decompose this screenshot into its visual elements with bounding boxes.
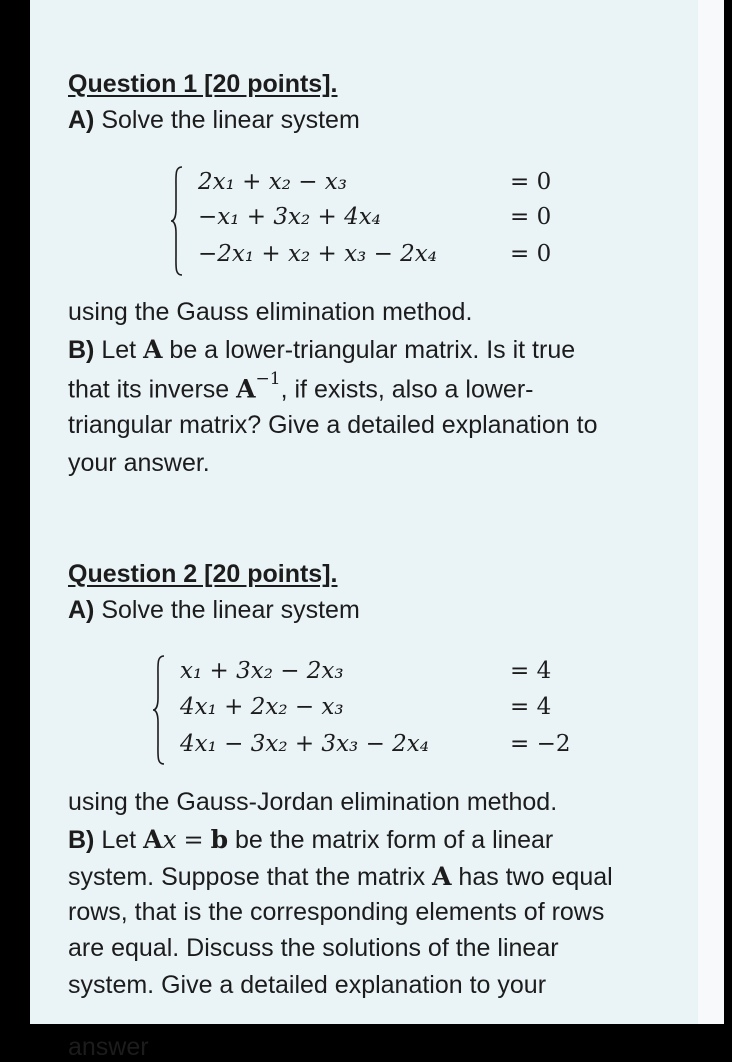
q2-eq2-rhs: = 4: [510, 694, 552, 720]
q2-part-a: [68, 596, 360, 625]
q2-part-b-text: be the matrix form of a linear: [235, 826, 554, 854]
q1-part-a: [68, 106, 360, 135]
page-edge: [698, 0, 724, 1024]
q1-method: using the Gauss elimination method.: [68, 298, 473, 326]
q2-part-b-line1: [68, 825, 553, 855]
q1-part-b-text: that its inverse: [68, 375, 230, 404]
q1-part-a-text: Solve the linear system: [101, 106, 360, 134]
q2-part-b-line3: rows, that is the corresponding elements of rows: [68, 898, 605, 926]
q1-part-b-text: , if exists, also a lower-: [280, 375, 534, 404]
q2-part-b-text: Let: [101, 826, 137, 854]
matrix-a-symbol: A: [432, 862, 452, 891]
left-brace-icon: [152, 654, 166, 766]
q1-part-a-label: A): [68, 106, 95, 134]
q1-part-b-label: B): [68, 336, 95, 364]
q1-eq2-lhs: −x₁ + 3x₂ + 4x₄: [198, 204, 381, 230]
vector-x-symbol: x: [162, 825, 177, 854]
q1-part-b-line3: triangular matrix? Give a detailed explanation to: [68, 411, 598, 439]
q2-eq3-lhs: 4x₁ − 3x₂ + 3x₃ − 2x₄: [180, 731, 429, 757]
q2-eq1-rhs: = 4: [510, 658, 552, 684]
q1-eq3-rhs: = 0: [510, 241, 552, 267]
q2-part-b-line6: answer: [68, 1033, 149, 1061]
q1-linear-system: [170, 165, 570, 277]
matrix-a-symbol: A: [143, 335, 163, 364]
q1-eq2-rhs: = 0: [510, 204, 552, 230]
q1-part-b-line1: [68, 335, 575, 365]
q2-heading: Question 2 [20 points].: [68, 560, 338, 588]
inverse-exponent: −1: [255, 369, 281, 389]
left-brace-icon: [170, 165, 184, 277]
q1-part-b-line4: your answer.: [68, 449, 210, 477]
q1-part-b-line2: [68, 369, 534, 404]
q2-part-b-line4: are equal. Discuss the solutions of the linear: [68, 934, 559, 962]
q1-eq3-lhs: −2x₁ + x₂ + x₃ − 2x₄: [198, 241, 437, 267]
q2-part-a-text: Solve the linear system: [101, 596, 360, 624]
q1-part-b-text: Let: [101, 336, 137, 364]
matrix-a-symbol: A: [143, 825, 163, 854]
q2-part-b-text: system. Suppose that the matrix: [68, 863, 426, 891]
equals-symbol: =: [183, 826, 204, 854]
q2-linear-system: [152, 654, 592, 766]
q2-part-a-label: A): [68, 596, 95, 624]
document-page: [30, 0, 698, 1061]
q2-eq1-lhs: x₁ + 3x₂ − 2x₃: [180, 658, 344, 684]
q2-part-b-line5: system. Give a detailed explanation to your: [68, 971, 547, 999]
inverse-matrix-symbol: A: [236, 374, 256, 404]
q2-part-b-text: has two equal: [458, 863, 613, 891]
q2-part-b-line2: [68, 862, 613, 892]
q1-eq1-rhs: = 0: [510, 169, 552, 195]
q2-method: using the Gauss-Jordan elimination method.: [68, 788, 558, 816]
q2-eq3-rhs: = −2: [510, 731, 571, 757]
q1-eq1-lhs: 2x₁ + x₂ − x₃: [198, 169, 347, 195]
q2-part-b-label: B): [68, 826, 95, 854]
q1-heading: Question 1 [20 points].: [68, 70, 338, 98]
q2-eq2-lhs: 4x₁ + 2x₂ − x₃: [180, 694, 344, 720]
vector-b-symbol: b: [210, 825, 229, 854]
q1-part-b-text: be a lower-triangular matrix. Is it true: [169, 336, 576, 364]
